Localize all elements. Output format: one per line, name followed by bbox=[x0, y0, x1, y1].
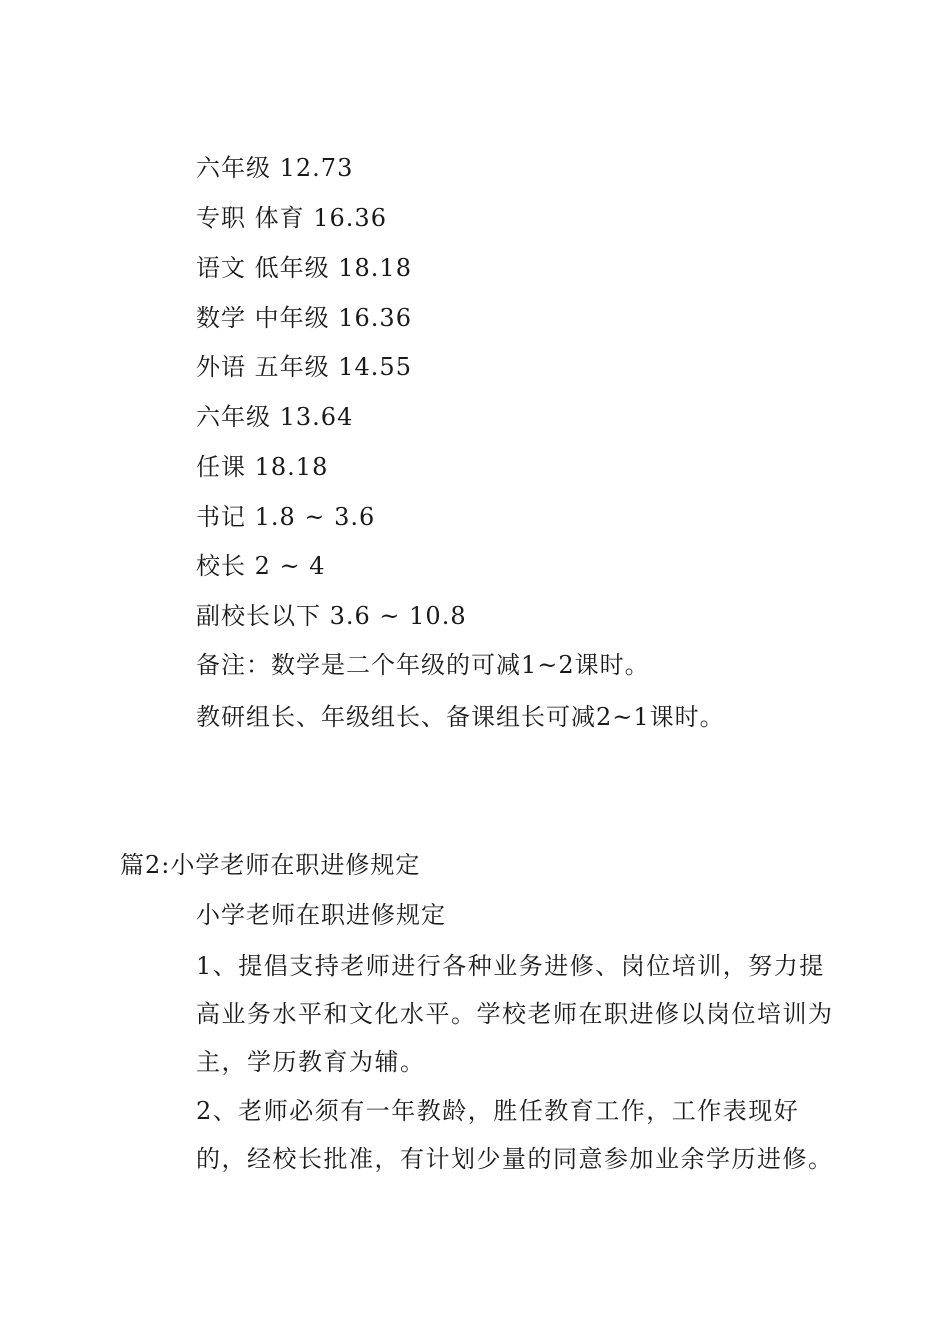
section-title: 小学老师在职进修规定 bbox=[196, 901, 446, 929]
list-line: 六年级 12.73 bbox=[196, 154, 354, 182]
list-line: 任课 18.18 bbox=[196, 453, 329, 481]
list-line: 副校长以下 3.6 ~ 10.8 bbox=[196, 602, 467, 630]
list-line: 书记 1.8 ~ 3.6 bbox=[196, 503, 376, 531]
paragraph bbox=[120, 942, 835, 1086]
list-line: 数学 中年级 16.36 bbox=[196, 304, 412, 332]
list-line: 外语 五年级 14.55 bbox=[196, 353, 412, 381]
paragraph-text: 2、老师必须有一年教龄，胜任教育工作，工作表现好的，经校长批准，有计划少量的同意参加业余学历进修。 bbox=[196, 1097, 834, 1173]
paragraph-text: 1、提倡支持老师进行各种业务进修、岗位培训，努力提高业务水平和文化水平。学校老师在职进修以岗位培训为主，学历教育为辅。 bbox=[196, 952, 834, 1076]
note-line: 备注：数学是二个年级的可减1~2课时。 bbox=[196, 651, 650, 679]
note-line: 教研组长、年级组长、备课组长可减2~1课时。 bbox=[196, 703, 725, 731]
list-line: 校长 2 ~ 4 bbox=[196, 552, 326, 580]
paragraph bbox=[120, 1087, 835, 1183]
list-line: 六年级 13.64 bbox=[196, 403, 354, 431]
section-heading: 篇2:小学老师在职进修规定 bbox=[120, 851, 421, 879]
list-line: 语文 低年级 18.18 bbox=[196, 254, 412, 282]
list-line: 专职 体育 16.36 bbox=[196, 204, 387, 232]
